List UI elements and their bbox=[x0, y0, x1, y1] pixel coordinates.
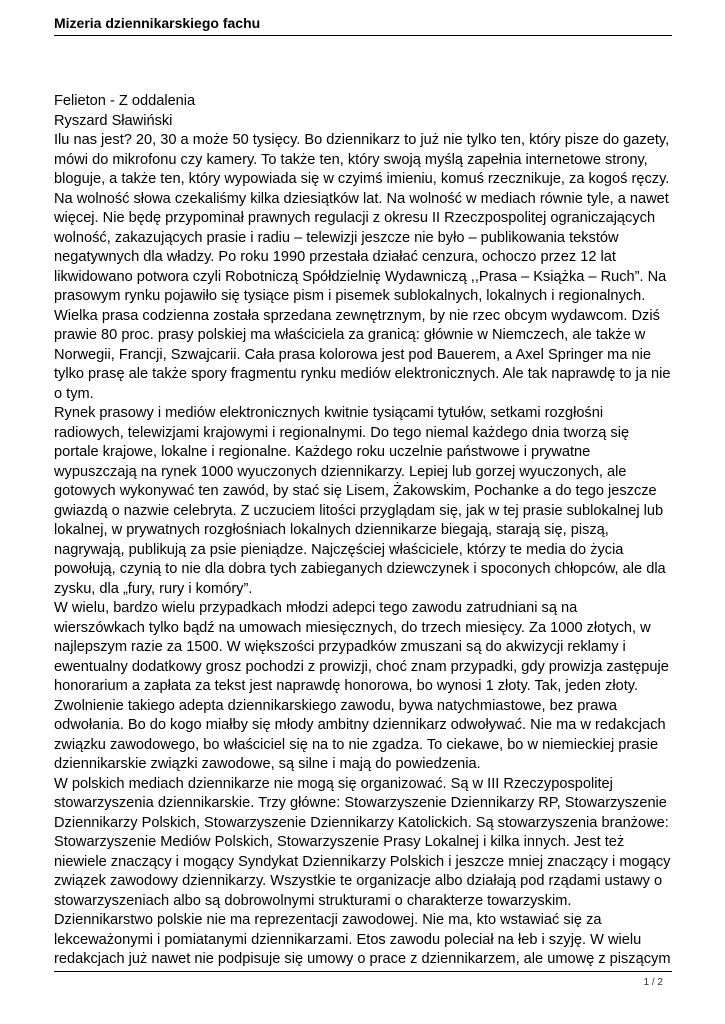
footer-divider bbox=[54, 971, 672, 972]
article-paragraph: W wielu, bardzo wielu przypadkach młodzi adepci tego zawodu zatrudniani są na wierszówkach tylko bądź na umowach miesięcznych, do trzech miesięcy. Za 1000 złotych, w najlepszym razie za 1500. W większości przypadków zmuszani są do akwizycji reklamy i ewentualny dodatkowy grosz pochodzi z prowizji, choć znam przypadki, gdy prowizja zastępuje honorarium a zapłata za tekst jest naprawdę honorowa, bo wynosi 1 złoty. Tak, jeden złoty. Zwolnienie takiego adepta dziennikarskiego zawodu, bywa natychmiastowe, bez prawa odwołania. Bo do kogo miałby się młody ambitny dziennikarz odwoływać. Nie ma w redakcjach związku zawodowego, bo właściciel się na to nie zgadza. To ciekawe, bo w niemieckiej prasie dziennikarskie związki zawodowe, są silne i mają do powiedzenia. bbox=[54, 600, 669, 772]
document-header-title: Mizeria dziennikarskiego fachu bbox=[54, 15, 261, 31]
article-section: Felieton - Z oddalenia bbox=[54, 93, 196, 109]
article-paragraph: Ilu nas jest? 20, 30 a może 50 tysięcy. Bo dziennikarz to już nie tylko ten, który pisze do gazety, mówi do mikrofonu czy kamery. To także ten, który swoją myślą zapełnia internetowe strony, bloguje, a także ten, który wypowiada się w czyimś imieniu, komuś rzecznikuje, za kogoś ręczy. bbox=[54, 132, 670, 187]
article-paragraph: Na wolność słowa czekaliśmy kilka dziesiątków lat. Na wolność w mediach równie tyle, a nawet więcej. Nie będę przypominał prawnych regulacji z okresu II Rzeczpospolitej ograniczających wolność, zakazujących prasie i radiu – telewizji jeszcze nie było – publikowania tekstów negatywnych dla władzy. Po roku 1990 przestała działać cenzura, ochoczo przez 12 lat likwidowano potwora czyli Robotniczą Spółdzielnię Wydawniczą ,,Prasa – Książka – Ruch”. Na prasowym rynku pojawiło się tysiące pism i pisemek sublokalnych, lokalnych i regionalnych. Wielka prasa codzienna została sprzedana zewnętrznym, by nie rzec obcym wydawcom. Dziś prawie 80 proc. prasy polskiej ma właściciela za granicą: głównie w Niemczech, ale także w Norwegii, Francji, Szwajcarii. Cała prasa kolorowa jest pod Bauerem, a Axel Springer ma nie tylko prasę ale także spory fragmentu rynku mediów elektronicznych. Ale tak naprawdę to ja nie o tym. bbox=[54, 190, 671, 402]
header-divider bbox=[54, 35, 672, 36]
article-author: Ryszard Sławiński bbox=[54, 112, 173, 129]
article-body bbox=[54, 92, 672, 970]
article-paragraph: Rynek prasowy i mediów elektronicznych kwitnie tysiącami tytułów, setkami rozgłośni radiowych, telewizjami krajowymi i regionalnymi. Do tego niemal każdego dnia tworzą się portale krajowe, lokalne i regionalne. Każdego roku uczelnie państwowe i prywatne wypuszczają na rynek 1000 wyuczonych dziennikarzy. Lepiej lub gorzej wyuczonych, ale gotowych wykonywać ten zawód, by stać się Lisem, Żakowskim, Pochanke a do tego jeszcze gwiazdą o nazwie celebryta. Z uczuciem litości przyglądam się, jak w tej prasie sublokalnej lub lokalnej, w prywatnych rozgłośniach lokalnych dziennikarze biegają, starają się, piszą, nagrywają, publikują za psie pieniądze. Najczęściej właściciele, którzy te media do życia powołują, czynią to nie dla dobra tych zabieganych dziewczynek i spoconych chłopców, ale dla zysku, dla „fury, rury i komóry”. bbox=[54, 405, 666, 597]
page-number: 1 / 2 bbox=[643, 977, 663, 988]
article-paragraph: W polskich mediach dziennikarze nie mogą się organizować. Są w III Rzeczypospolitej stowarzyszenia dziennikarskie. Trzy główne: Stowarzyszenie Dziennikarzy RP, Stowarzyszenie Dziennikarzy Polskich, Stowarzyszenie Dziennikarzy Katolickich. Są stowarzyszenia branżowe: Stowarzyszenie Mediów Polskich, Stowarzyszenie Prasy Lokalnej i kilka innych. Jest też niewiele znaczący i mogący Syndykat Dziennikarzy Polskich i jeszcze mniej znaczący i mogący związek zawodowy dziennikarzy. Wszystkie te organizacje albo działają pod rządami ustawy o stowarzyszeniach albo są dobrowolnymi strukturami o charakterze towarzyskim. bbox=[54, 775, 671, 909]
article-paragraph: Dziennikarstwo polskie nie ma reprezentacji zawodowej. Nie ma, kto wstawiać się za lekceważonymi i pomiatanymi dziennikarzami. Etos zawodu poleciał na łeb i szyję. W wielu redakcjach już nawet nie podpisuje się umowy o prace z dziennikarzem, ale umowę z piszącym bbox=[54, 912, 671, 967]
